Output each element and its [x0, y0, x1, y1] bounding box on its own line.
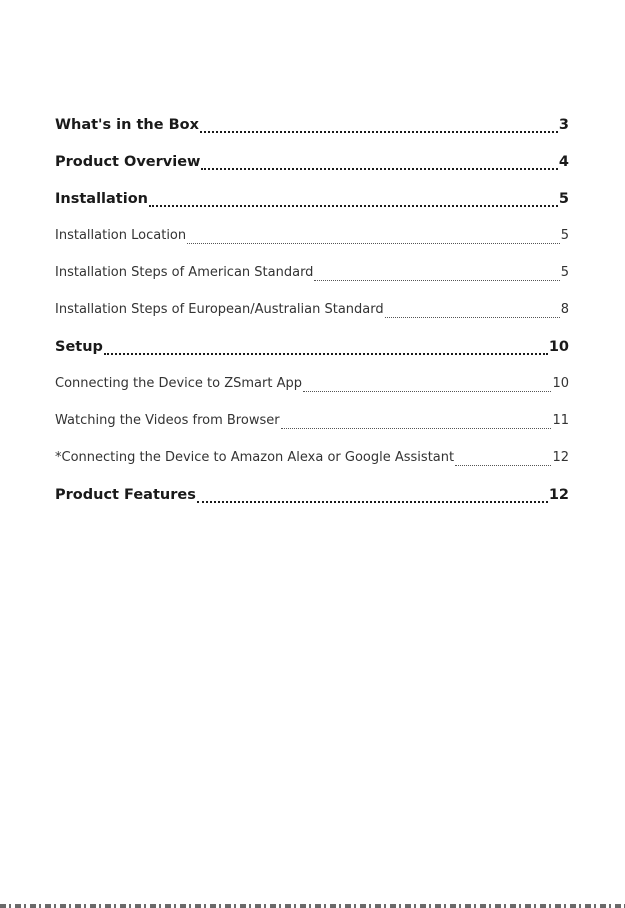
toc-entry-page: 5 [560, 265, 569, 280]
toc-entry-title: *Connecting the Device to Amazon Alexa or Google Assistant [55, 450, 455, 465]
toc-entry-title: Installation Location [55, 228, 187, 243]
toc-entry-page: 11 [552, 413, 569, 428]
toc-entry-page: 12 [548, 487, 569, 503]
toc-leader-dots [187, 239, 560, 244]
toc-leader-dots [314, 276, 559, 281]
toc-leader-dots [149, 201, 558, 207]
toc-entry-page: 3 [558, 117, 569, 133]
toc-leader-dots [197, 497, 548, 503]
toc-entry-whats-in-the-box[interactable] [55, 117, 569, 137]
toc-leader-dots [200, 127, 558, 133]
toc-entry-page: 4 [558, 154, 569, 170]
toc-entry-title: Product Features [55, 487, 196, 503]
toc-leader-dots [281, 424, 552, 429]
toc-leader-dots [455, 461, 551, 466]
toc-entry-page: 12 [552, 450, 569, 465]
toc-entry-page: 10 [552, 376, 569, 391]
toc-entry-installation[interactable] [55, 191, 569, 211]
toc-leader-dots [104, 349, 548, 355]
page-edge-artifact [0, 904, 625, 908]
toc-entry-setup[interactable] [55, 339, 569, 359]
toc-entry-page: 5 [560, 228, 569, 243]
toc-entry-installation-european-australian[interactable] [55, 302, 569, 322]
toc-entry-product-features[interactable] [55, 487, 569, 507]
toc-entry-alexa-google[interactable] [55, 450, 569, 470]
toc-entry-connecting-zsmart[interactable] [55, 376, 569, 396]
toc-entry-watching-videos[interactable] [55, 413, 569, 433]
toc-entry-title: What's in the Box [55, 117, 199, 133]
toc-entry-page: 10 [548, 339, 569, 355]
toc-entry-title: Connecting the Device to ZSmart App [55, 376, 302, 391]
toc-entry-installation-american[interactable] [55, 265, 569, 285]
toc-entry-title: Installation Steps of American Standard [55, 265, 314, 280]
toc-entry-installation-location[interactable] [55, 228, 569, 248]
toc-leader-dots [303, 387, 551, 392]
toc-leader-dots [385, 313, 560, 318]
toc-entry-title: Installation [55, 191, 148, 207]
toc-leader-dots [201, 164, 557, 170]
toc-entry-product-overview[interactable] [55, 154, 569, 174]
toc-entry-title: Installation Steps of European/Australian Standard [55, 302, 384, 317]
toc-entry-title: Watching the Videos from Browser [55, 413, 280, 428]
toc-entry-title: Setup [55, 339, 103, 355]
toc-entry-title: Product Overview [55, 154, 201, 170]
table-of-contents [55, 117, 569, 524]
toc-entry-page: 8 [560, 302, 569, 317]
toc-entry-page: 5 [558, 191, 569, 207]
